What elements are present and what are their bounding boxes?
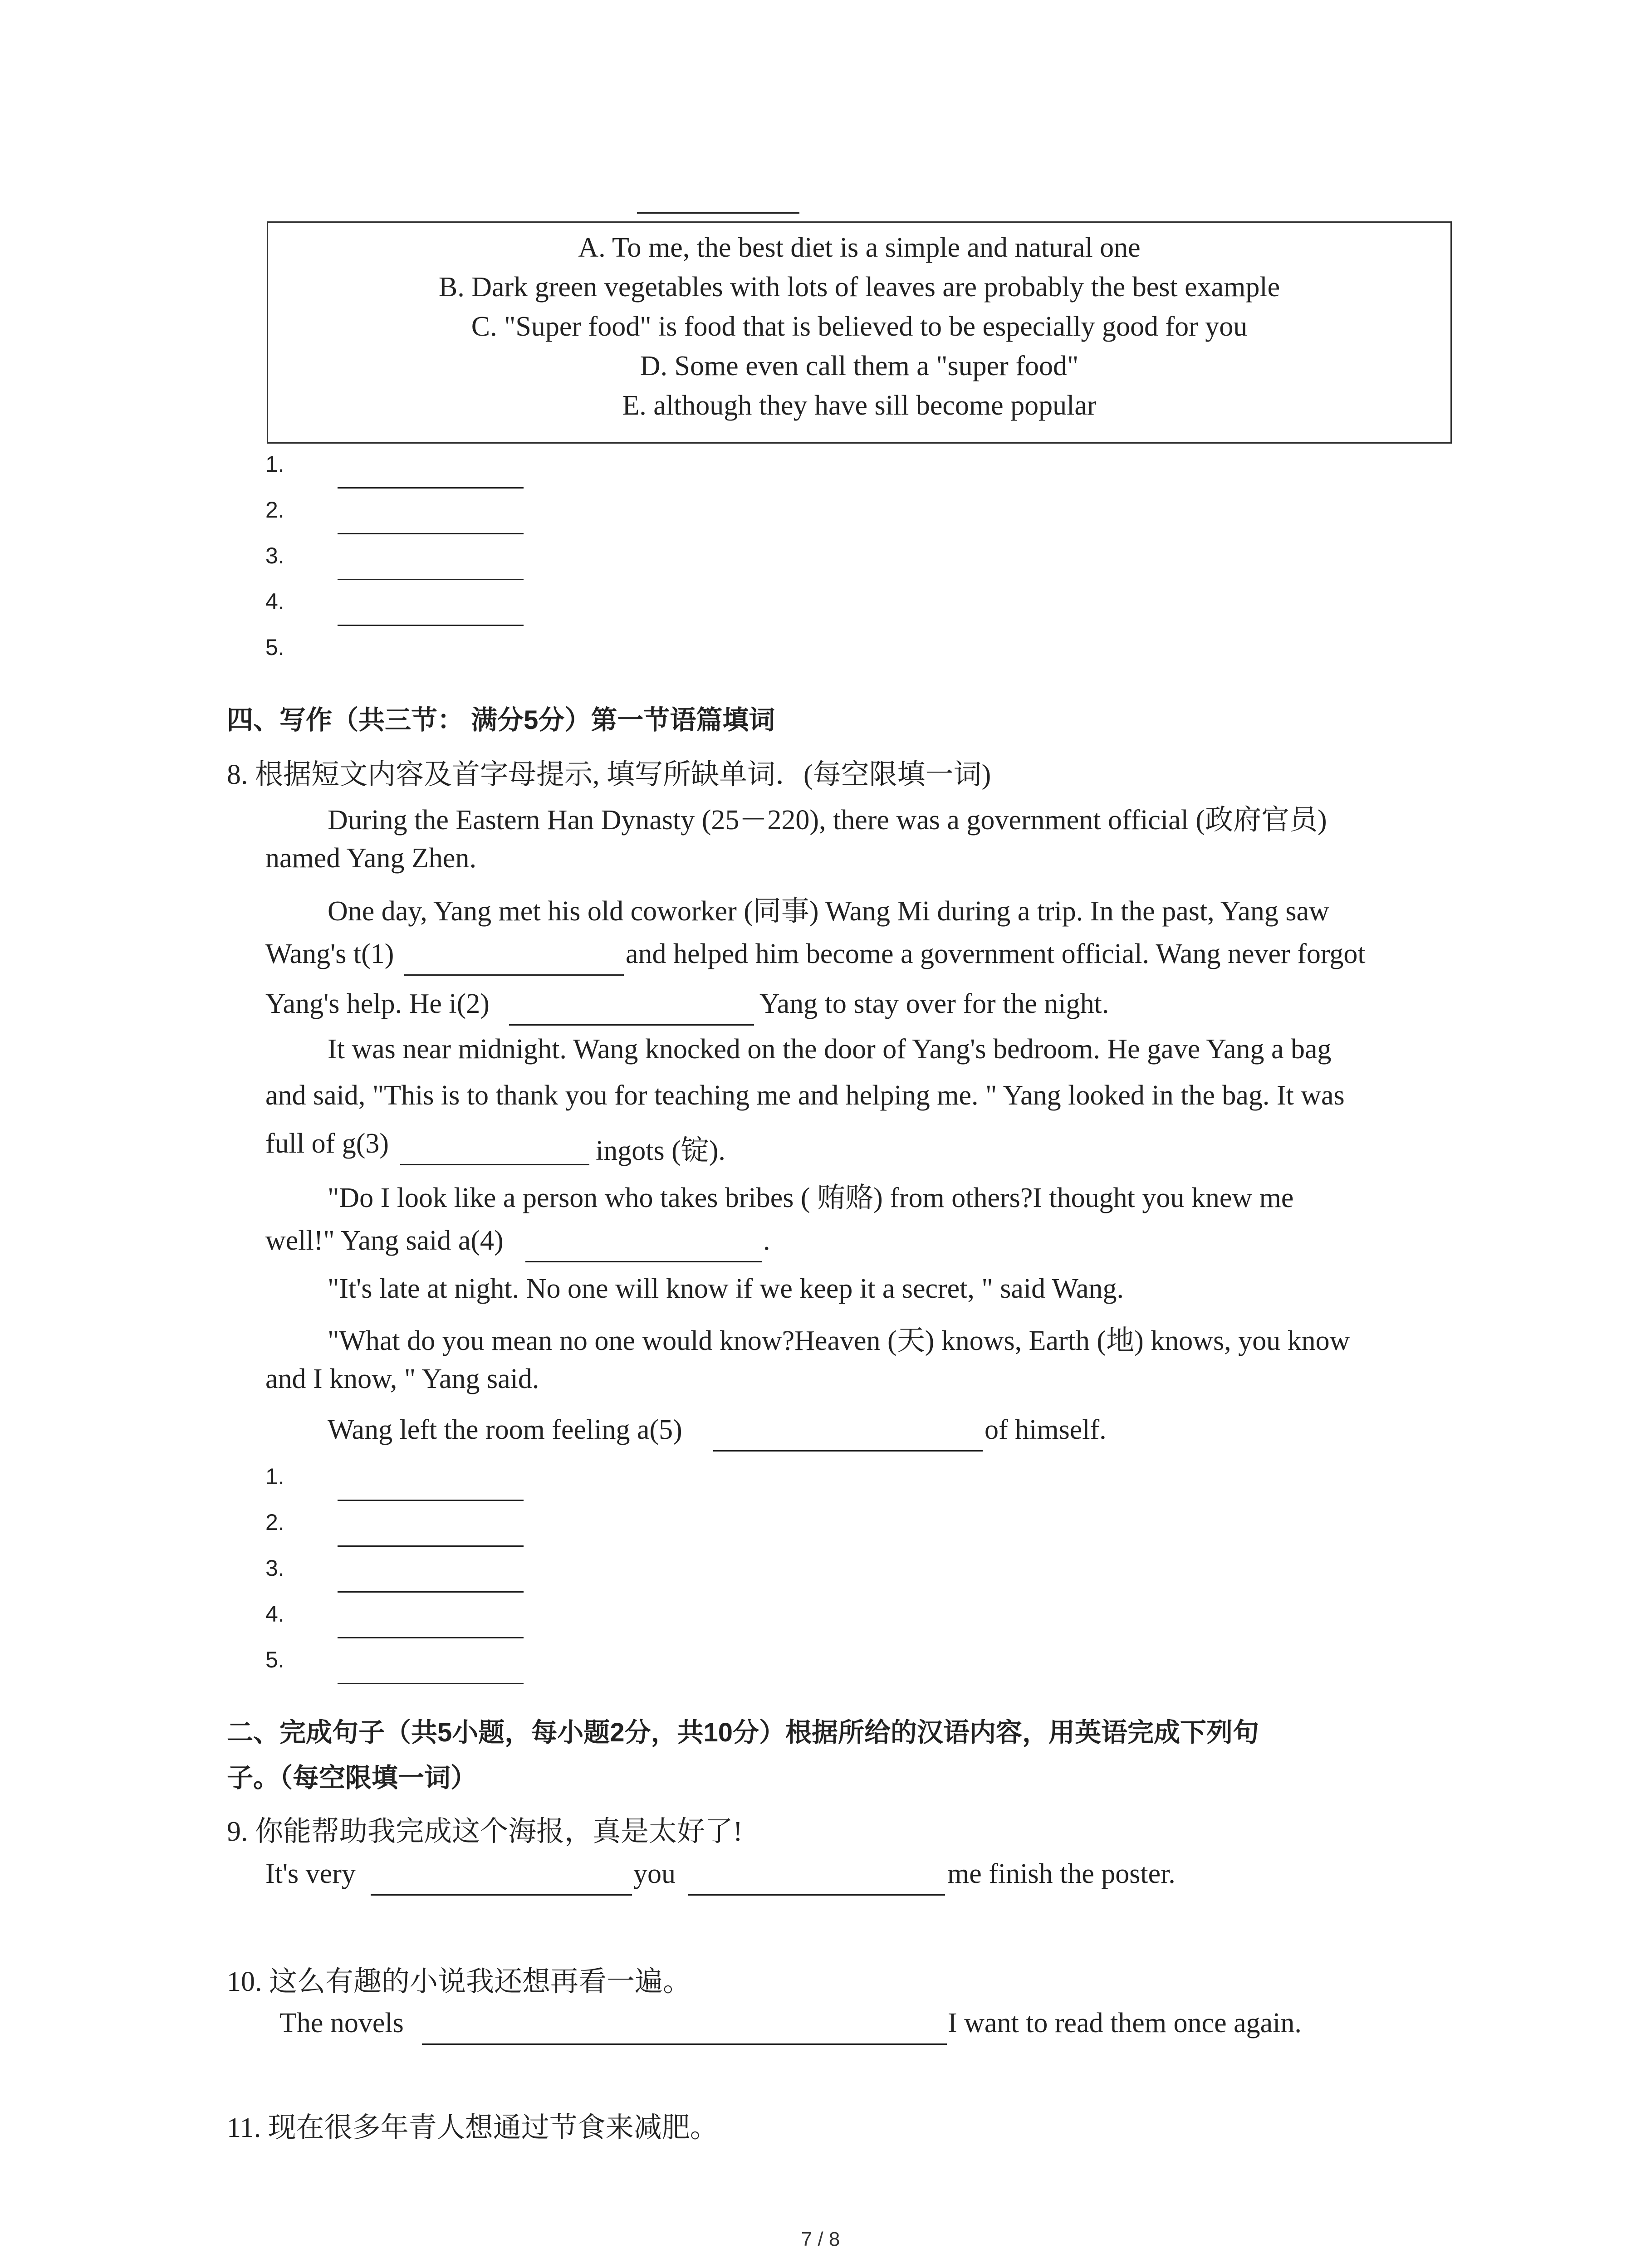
answer-number: 2. (265, 497, 284, 523)
passage-line: "Do I look like a person who takes bribes ( 贿赂) from others?I thought you knew me (328, 1183, 1294, 1213)
section-heading: 二、完成句子（共5小题，每小题2分，共10分）根据所给的汉语内容，用英语完成下列句 (227, 1718, 1259, 1747)
answer-blank[interactable] (338, 1545, 524, 1547)
blank-3[interactable] (400, 1164, 589, 1165)
option-b: B. Dark green vegetables with lots of leaves are probably the best example (438, 272, 1280, 303)
answer-number: 5. (265, 635, 284, 660)
question-cn: 11. 现在很多年青人想通过节食来减肥。 (227, 2112, 718, 2143)
option-a: A. To me, the best diet is a simple and natural one (578, 232, 1141, 263)
answer-blank[interactable] (338, 533, 524, 534)
passage-line: It was near midnight. Wang knocked on the door of Yang's bedroom. He gave Yang a bag (328, 1034, 1332, 1065)
passage-line: and said, "This is to thank you for teaching me and helping me. " Yang looked in the bag. It was (265, 1080, 1345, 1111)
page-number: 7 / 8 (801, 2228, 840, 2250)
answer-number: 1. (265, 1464, 284, 1489)
question-cn: 9. 你能帮助我完成这个海报，真是太好了! (227, 1816, 743, 1847)
q9-blank-2[interactable] (688, 1894, 945, 1896)
blank-1[interactable] (404, 974, 624, 976)
answer-number: 4. (265, 1601, 284, 1627)
option-c: C. "Super food" is food that is believed to be especially good for you (471, 311, 1248, 342)
question-cn: 10. 这么有趣的小说我还想再看一遍。 (227, 1966, 691, 1997)
answer-blank[interactable] (338, 1500, 524, 1501)
passage-line: and I know, " Yang said. (265, 1364, 539, 1394)
question-en: I want to read them once again. (948, 2008, 1302, 2038)
answer-blank[interactable] (338, 1683, 524, 1684)
answer-blank[interactable] (338, 1591, 524, 1593)
passage-line: One day, Yang met his old coworker (同事) Wang Mi during a trip. In the past, Yang saw (328, 896, 1329, 927)
answer-number: 4. (265, 589, 284, 614)
section-heading: 子。（每空限填一词） (227, 1763, 477, 1793)
question-en: me finish the poster. (947, 1858, 1176, 1889)
passage-line: named Yang Zhen. (265, 843, 476, 874)
answer-number: 1. (265, 451, 284, 477)
option-d: D. Some even call them a "super food" (640, 351, 1079, 381)
q9-blank-1[interactable] (371, 1894, 632, 1896)
answer-blank[interactable] (338, 625, 524, 626)
question-en: It's very (265, 1858, 356, 1889)
passage-line: full of g(3) (265, 1128, 389, 1159)
passage-line: Yang to stay over for the night. (759, 988, 1109, 1019)
answer-blank[interactable] (338, 579, 524, 580)
passage-line: "What do you mean no one would know?Heaven (天) knows, Earth (地) knows, you know (328, 1325, 1350, 1356)
section-heading: 四、写作（共三节： 满分5分）第一节语篇填词 (227, 705, 775, 735)
answer-number: 5. (265, 1647, 284, 1672)
top-blank-line (637, 212, 799, 214)
answer-number: 3. (265, 543, 284, 568)
blank-4[interactable] (525, 1261, 762, 1262)
passage-line: During the Eastern Han Dynasty (25－220), there was a government official (政府官员) (328, 805, 1327, 836)
answer-number: 2. (265, 1510, 284, 1535)
passage-line: of himself. (985, 1414, 1107, 1445)
blank-2[interactable] (509, 1024, 754, 1026)
passage-line: Yang's help. He i(2) (265, 988, 490, 1019)
passage-line: "It's late at night. No one will know if we keep it a secret, " said Wang. (328, 1273, 1124, 1304)
options-box (267, 221, 1452, 444)
question-instruction: 8. 根据短文内容及首字母提示, 填写所缺单词．(每空限填一词) (227, 759, 991, 790)
passage-line: . (763, 1225, 770, 1256)
option-e: E. although they have sill become popular (622, 390, 1097, 421)
q10-blank[interactable] (422, 2043, 947, 2045)
passage-line: Wang left the room feeling a(5) (328, 1414, 682, 1445)
passage-line: and helped him become a government official. Wang never forgot (626, 938, 1366, 969)
question-en: you (633, 1858, 676, 1889)
blank-5[interactable] (713, 1450, 983, 1452)
passage-line: ingots (锭). (596, 1135, 725, 1166)
answer-blank[interactable] (338, 487, 524, 489)
answer-number: 3. (265, 1555, 284, 1581)
passage-line: Wang's t(1) (265, 938, 394, 969)
question-en: The novels (279, 2008, 404, 2038)
passage-line: well!" Yang said a(4) (265, 1225, 504, 1256)
answer-blank[interactable] (338, 1637, 524, 1638)
